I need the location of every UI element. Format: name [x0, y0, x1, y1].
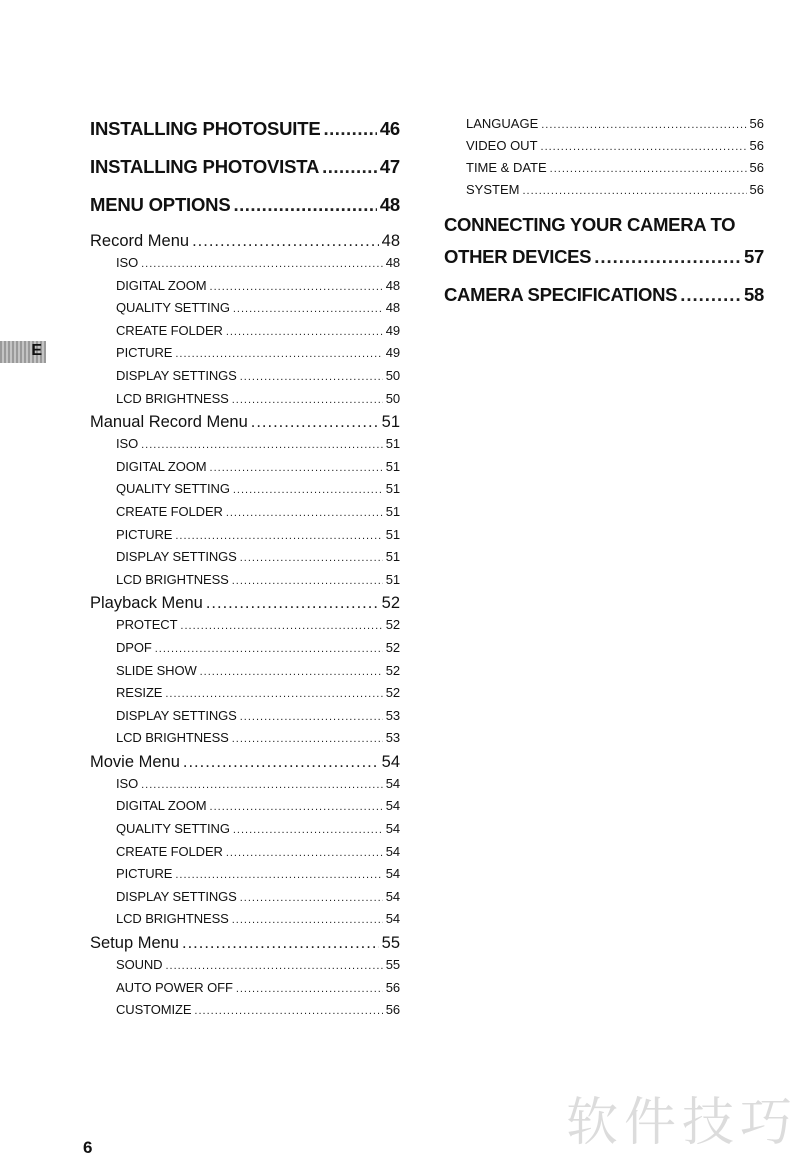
toc-heading-label-line1: CONNECTING YOUR CAMERA TO: [444, 214, 736, 235]
toc-entry-label: DISPLAY SETTINGS: [116, 707, 237, 723]
toc-entry-label: LCD BRIGHTNESS: [116, 911, 229, 927]
dot-leader: [522, 185, 746, 197]
toc-page-number: 53: [385, 707, 400, 723]
dot-leader: [240, 892, 383, 904]
toc-heading-label: CAMERA SPECIFICATIONS: [444, 284, 678, 305]
dot-leader: [182, 934, 379, 953]
toc-right-column: [444, 116, 764, 320]
toc-page-number: 52: [381, 594, 400, 613]
dot-leader: [322, 156, 377, 178]
toc-entry-label: LCD BRIGHTNESS: [116, 571, 229, 587]
toc-page-number: 54: [385, 821, 400, 837]
toc-heading-photovista[interactable]: [90, 156, 400, 194]
dot-leader: [550, 163, 747, 175]
toc-entry[interactable]: [90, 323, 400, 346]
toc-entry[interactable]: [90, 278, 400, 301]
toc-entry[interactable]: [90, 481, 400, 504]
toc-entry-label: QUALITY SETTING: [116, 481, 230, 497]
toc-page-number: 56: [749, 182, 764, 197]
toc-page-number: 50: [385, 390, 400, 406]
side-tab-label: E: [31, 342, 42, 359]
toc-heading-connecting-line2: [444, 246, 764, 284]
toc-entry-label: SOUND: [116, 957, 163, 973]
toc-entry-label: SYSTEM: [466, 182, 520, 197]
toc-entry-label: LCD BRIGHTNESS: [116, 390, 229, 406]
toc-page-number: 52: [385, 639, 400, 655]
dot-leader: [240, 711, 383, 723]
toc-page-number: 55: [385, 957, 400, 973]
dot-leader: [206, 594, 379, 613]
toc-page-number: 47: [379, 156, 400, 177]
toc-heading-connecting[interactable]: [444, 214, 764, 284]
toc-heading-menu-options[interactable]: [90, 194, 400, 232]
toc-entry-label: SLIDE SHOW: [116, 662, 197, 678]
toc-page-number: 51: [385, 571, 400, 587]
toc-entry-label: QUALITY SETTING: [116, 821, 230, 837]
toc-page-number: 51: [385, 503, 400, 519]
toc-page-number: 51: [385, 436, 400, 452]
toc-entry-label: DIGITAL ZOOM: [116, 798, 207, 814]
toc-entry-label: DIGITAL ZOOM: [116, 458, 207, 474]
toc-page-number: 52: [385, 662, 400, 678]
toc-heading-specifications[interactable]: [444, 284, 764, 320]
toc-page-number: 54: [385, 843, 400, 859]
toc-entry[interactable]: [90, 255, 400, 278]
dot-leader: [233, 824, 383, 836]
toc-page-number: 56: [385, 1002, 400, 1018]
toc-entry[interactable]: [90, 459, 400, 482]
watermark-text: 软件技巧: [566, 1093, 799, 1153]
toc-page-number: 54: [385, 798, 400, 814]
toc-page-number: 51: [385, 526, 400, 542]
toc-page-number: 51: [385, 549, 400, 565]
toc-entry[interactable]: [90, 549, 400, 572]
dot-leader: [226, 847, 383, 859]
toc-entry-label: TIME & DATE: [466, 160, 547, 175]
dot-leader: [240, 552, 383, 564]
dot-leader: [233, 194, 376, 216]
dot-leader: [200, 666, 383, 678]
toc-entry[interactable]: [90, 889, 400, 912]
toc-entry[interactable]: [444, 138, 764, 160]
toc-section-record-menu[interactable]: [90, 232, 400, 255]
dot-leader: [175, 869, 382, 881]
dot-leader: [155, 643, 383, 655]
dot-leader: [165, 688, 382, 700]
dot-leader: [183, 753, 379, 772]
dot-leader: [680, 284, 741, 306]
toc-entry-label: ISO: [116, 775, 139, 791]
toc-section-setup-menu[interactable]: [90, 934, 400, 957]
toc-page-number: 56: [385, 979, 400, 995]
toc-entry[interactable]: [444, 182, 764, 204]
toc-entry[interactable]: [90, 391, 400, 414]
dot-leader: [175, 348, 382, 360]
toc-page-number: 52: [385, 617, 400, 633]
toc-heading-label-line2: OTHER DEVICES: [444, 246, 592, 267]
toc-entry[interactable]: [90, 866, 400, 889]
toc-entry[interactable]: [90, 980, 400, 1003]
toc-entry-label: DIGITAL ZOOM: [116, 277, 207, 293]
dot-leader: [232, 575, 383, 587]
toc-page-number: 51: [385, 481, 400, 497]
toc-entry-label: LCD BRIGHTNESS: [116, 730, 229, 746]
dot-leader: [233, 484, 383, 496]
toc-section-label: Manual Record Menu: [90, 413, 248, 432]
toc-heading-label: INSTALLING PHOTOSUITE: [90, 118, 321, 139]
toc-entry-label: AUTO POWER OFF: [116, 979, 233, 995]
toc-entry[interactable]: [90, 572, 400, 595]
toc-page-number: 48: [385, 255, 400, 270]
dot-leader: [240, 371, 383, 383]
dot-leader: [541, 141, 747, 153]
toc-page-number: 54: [385, 775, 400, 791]
toc-entry[interactable]: [90, 957, 400, 980]
toc-section-label: Setup Menu: [90, 934, 179, 953]
toc-entry[interactable]: [90, 821, 400, 844]
toc-entry-label: DISPLAY SETTINGS: [116, 549, 237, 565]
dot-leader: [141, 439, 383, 451]
toc-entry-label: VIDEO OUT: [466, 138, 538, 153]
toc-page-number: 54: [381, 752, 400, 771]
toc-entry[interactable]: [90, 640, 400, 663]
toc-entry-label: DISPLAY SETTINGS: [116, 888, 237, 904]
toc-entry[interactable]: [90, 504, 400, 527]
dot-leader: [141, 779, 383, 791]
toc-page-number: 51: [385, 458, 400, 474]
dot-leader: [226, 507, 383, 519]
dot-leader: [194, 1005, 382, 1017]
toc-heading-label: MENU OPTIONS: [90, 194, 231, 215]
toc-page-number: 49: [385, 322, 400, 338]
toc-entry-label: LANGUAGE: [466, 116, 539, 131]
toc-entry-label: DPOF: [116, 639, 152, 655]
dot-leader: [541, 119, 746, 131]
toc-page-number: 54: [385, 866, 400, 882]
dot-leader: [175, 530, 382, 542]
toc-left-column: [90, 118, 400, 1025]
dot-leader: [233, 303, 383, 315]
toc-section-manual-record-menu[interactable]: [90, 413, 400, 436]
toc-page-number: 52: [385, 685, 400, 701]
dot-leader: [251, 413, 379, 432]
dot-leader: [180, 620, 382, 632]
toc-heading-label: INSTALLING PHOTOVISTA: [90, 156, 320, 177]
toc-entry[interactable]: [90, 776, 400, 799]
toc-entry[interactable]: [90, 300, 400, 323]
toc-page-number: 48: [385, 277, 400, 293]
toc-entry-label: PICTURE: [116, 345, 173, 361]
dot-leader: [165, 960, 382, 972]
toc-entry[interactable]: [90, 1002, 400, 1025]
toc-entry-label: PROTECT: [116, 617, 178, 633]
dot-leader: [141, 258, 383, 270]
dot-leader: [232, 394, 383, 406]
toc-heading-photosuite[interactable]: [90, 118, 400, 156]
toc-section-label: Record Menu: [90, 232, 190, 250]
toc-entry-label: DISPLAY SETTINGS: [116, 367, 237, 383]
dot-leader: [210, 281, 383, 293]
toc-entry-label: QUALITY SETTING: [116, 300, 230, 316]
toc-page-number: 46: [379, 118, 400, 139]
toc-page-number: 58: [744, 284, 764, 305]
toc-entry[interactable]: [90, 798, 400, 821]
toc-page-number: 48: [379, 194, 400, 215]
toc-entry[interactable]: [90, 708, 400, 731]
toc-entry[interactable]: [90, 527, 400, 550]
language-side-tab: [0, 341, 46, 363]
dot-leader: [236, 983, 383, 995]
toc-page-number: 57: [744, 246, 764, 267]
toc-page-number: 53: [385, 730, 400, 746]
dot-leader: [232, 914, 383, 926]
toc-entry-label: CREATE FOLDER: [116, 843, 223, 859]
toc-entry[interactable]: [90, 844, 400, 867]
toc-section-label: Playback Menu: [90, 594, 203, 613]
toc-entry[interactable]: [90, 617, 400, 640]
dot-leader: [226, 326, 383, 338]
dot-leader: [323, 118, 376, 140]
toc-entry[interactable]: [90, 436, 400, 459]
toc-page-number: 54: [385, 911, 400, 927]
toc-page-number: 49: [385, 345, 400, 361]
dot-leader: [594, 246, 741, 268]
toc-page-number: 51: [381, 413, 400, 432]
toc-page-number: 54: [385, 888, 400, 904]
toc-section-playback-menu[interactable]: [90, 594, 400, 617]
page-number: 6: [83, 1138, 93, 1157]
toc-entry[interactable]: [444, 116, 764, 138]
toc-entry-label: CREATE FOLDER: [116, 322, 223, 338]
toc-entry[interactable]: [90, 685, 400, 708]
toc-entry-label: RESIZE: [116, 685, 163, 701]
toc-entry[interactable]: [90, 730, 400, 753]
toc-entry-label: PICTURE: [116, 526, 173, 542]
toc-entry[interactable]: [90, 345, 400, 368]
toc-entry-label: CUSTOMIZE: [116, 1002, 192, 1018]
dot-leader: [210, 801, 383, 813]
toc-entry[interactable]: [90, 663, 400, 686]
toc-entry-label: PICTURE: [116, 866, 173, 882]
toc-page-number: 50: [385, 367, 400, 383]
dot-leader: [192, 232, 379, 251]
toc-entry-label: ISO: [116, 436, 139, 452]
dot-leader: [232, 733, 383, 745]
dot-leader: [210, 462, 383, 474]
toc-entry[interactable]: [90, 911, 400, 934]
toc-section-label: Movie Menu: [90, 752, 180, 771]
toc-page-number: 48: [381, 232, 400, 250]
toc-page-number: 48: [385, 300, 400, 316]
toc-entry-label: ISO: [116, 255, 139, 270]
toc-section-movie-menu[interactable]: [90, 753, 400, 776]
toc-entry[interactable]: [90, 368, 400, 391]
toc-page-number: 56: [749, 160, 764, 175]
toc-page-number: 56: [749, 138, 764, 153]
toc-page-number: 56: [749, 116, 764, 131]
toc-page-number: 55: [381, 934, 400, 953]
toc-entry[interactable]: [444, 160, 764, 182]
toc-entry-label: CREATE FOLDER: [116, 503, 223, 519]
